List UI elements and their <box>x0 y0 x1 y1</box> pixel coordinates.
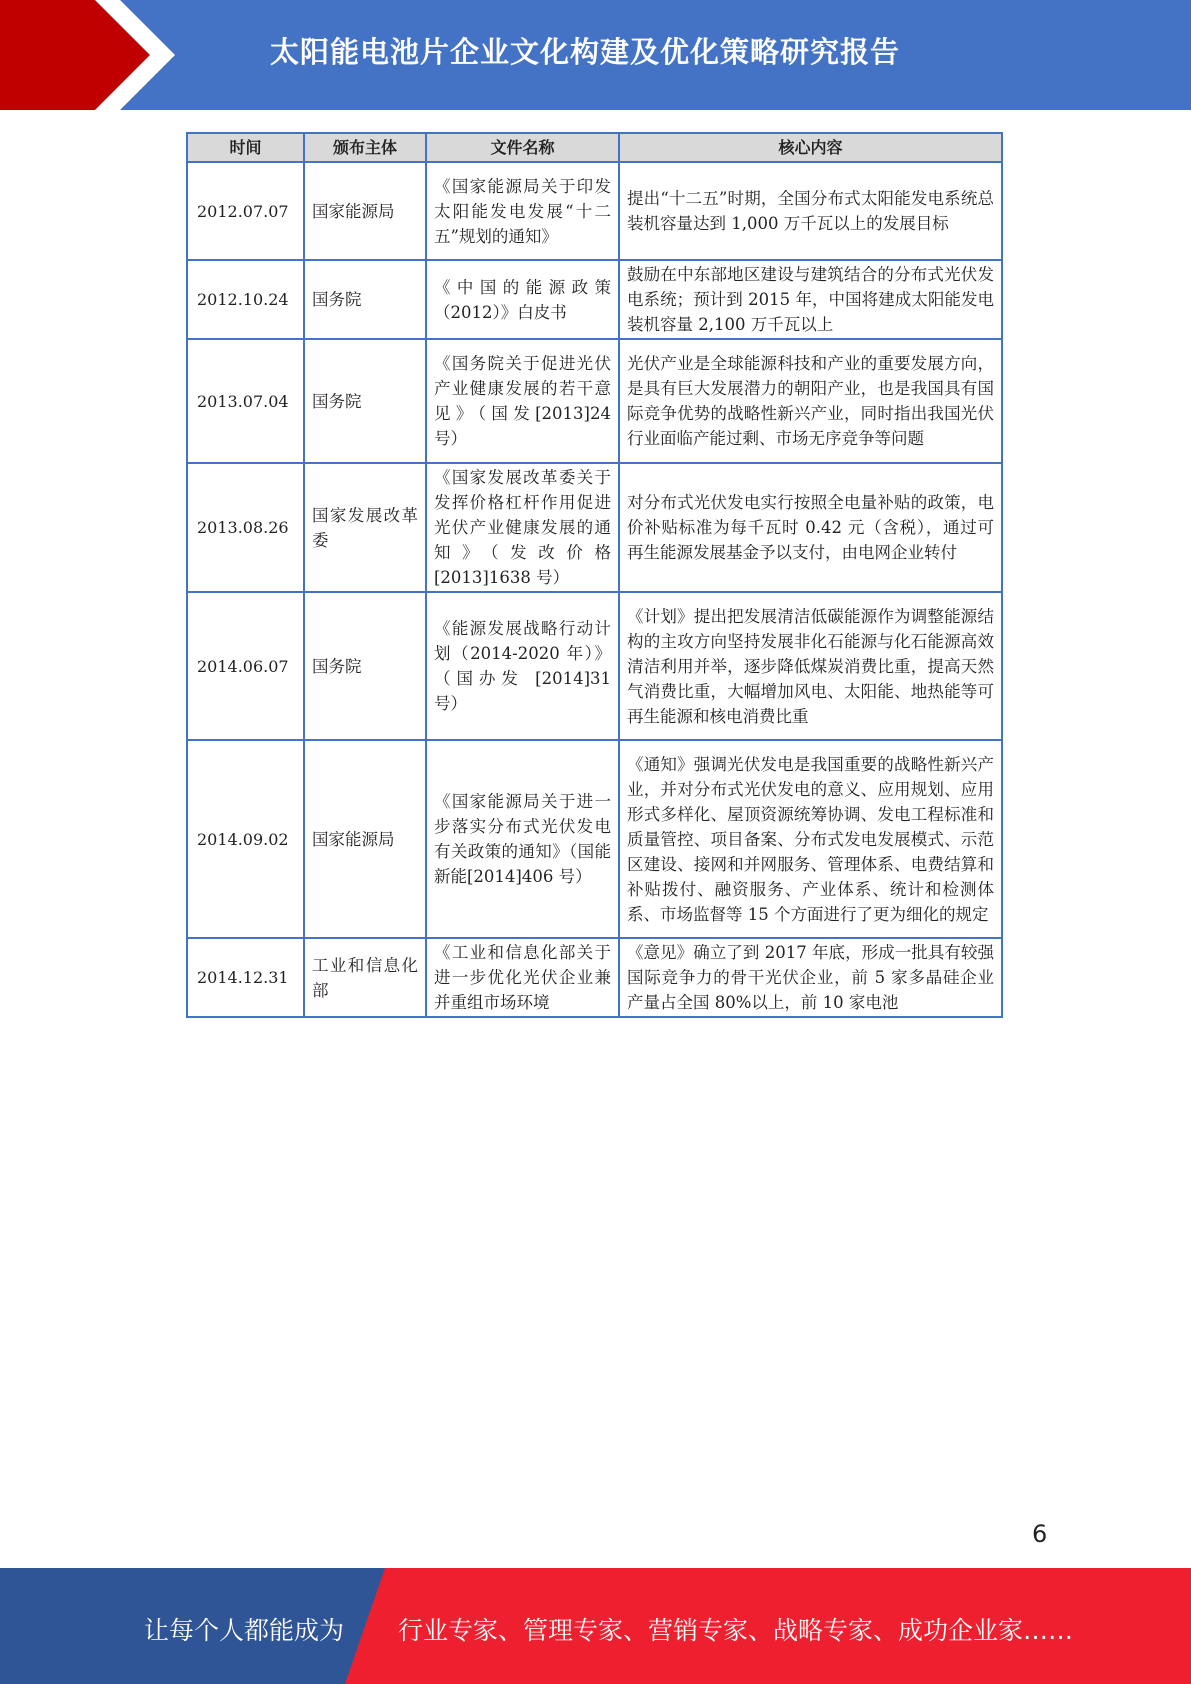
row-date: 2014.06.07 <box>187 592 304 740</box>
row-date: 2012.10.24 <box>187 260 304 339</box>
page-number: 6 <box>1032 1520 1048 1548</box>
row-date: 2014.12.31 <box>187 938 304 1017</box>
row-issuer: 国家发展改革委 <box>304 463 426 592</box>
policy-table <box>186 132 1003 1018</box>
table-row <box>187 938 1002 1017</box>
row-content: 提出“十二五”时期，全国分布式太阳能发电系统总装机容量达到 1,000 万千瓦以上的发展目标 <box>619 162 1002 260</box>
row-document: 《中国的能源政策（2012）》白皮书 <box>426 260 619 339</box>
row-date: 2014.09.02 <box>187 740 304 938</box>
row-date: 2012.07.07 <box>187 162 304 260</box>
footer-slogan-left: 让每个人都能成为 <box>144 1616 345 1645</box>
column-header-issuer: 颁布主体 <box>304 133 426 162</box>
column-header-content: 核心内容 <box>619 133 1002 162</box>
row-issuer: 国家能源局 <box>304 740 426 938</box>
row-issuer: 国家能源局 <box>304 162 426 260</box>
row-date: 2013.08.26 <box>187 463 304 592</box>
header-chevron-decoration <box>0 0 200 110</box>
row-issuer: 国务院 <box>304 260 426 339</box>
table-row <box>187 162 1002 260</box>
table-row <box>187 463 1002 592</box>
row-date: 2013.07.04 <box>187 339 304 463</box>
page-footer <box>0 1568 1191 1684</box>
row-content: 对分布式光伏发电实行按照全电量补贴的政策，电价补贴标准为每千瓦时 0.42 元（含税），通过可再生能源发展基金予以支付，由电网企业转付 <box>619 463 1002 592</box>
table-row <box>187 592 1002 740</box>
row-document: 《国家能源局关于进一步落实分布式光伏发电有关政策的通知》（国能新能[2014]406 号） <box>426 740 619 938</box>
table-row <box>187 339 1002 463</box>
footer-slogan-right: 行业专家、管理专家、营销专家、战略专家、成功企业家…… <box>398 1616 1074 1645</box>
row-content: 《通知》强调光伏发电是我国重要的战略性新兴产业，并对分布式光伏发电的意义、应用规划、应用形式多样化、屋顶资源统筹协调、发电工程标准和质量管控、项目备案、分布式发电发展模式、示范区建设、接网和并网服务、管理体系、电费结算和补贴拨付、融资服务、产业体系、统计和检测体系、市场监督等 15 个方面进行了更为细化的规定 <box>619 740 1002 938</box>
report-title: 太阳能电池片企业文化构建及优化策略研究报告 <box>270 35 901 69</box>
row-content: 光伏产业是全球能源科技和产业的重要发展方向，是具有巨大发展潜力的朝阳产业，也是我国具有国际竞争优势的战略性新兴产业，同时指出我国光伏行业面临产能过剩、市场无序竞争等问题 <box>619 339 1002 463</box>
row-content: 鼓励在中东部地区建设与建筑结合的分布式光伏发电系统；预计到 2015 年，中国将建成太阳能发电装机容量 2,100 万千瓦以上 <box>619 260 1002 339</box>
row-content: 《计划》提出把发展清洁低碳能源作为调整能源结构的主攻方向坚持发展非化石能源与化石能源高效清洁利用并举，逐步降低煤炭消费比重，提高天然气消费比重，大幅增加风电、太阳能、地热能等可再生能源和核电消费比重 <box>619 592 1002 740</box>
row-document: 《工业和信息化部关于进一步优化光伏企业兼并重组市场环境 <box>426 938 619 1017</box>
row-document: 《能源发展战略行动计划（2014-2020 年）》（国办发 [2014]31 号） <box>426 592 619 740</box>
row-issuer: 国务院 <box>304 592 426 740</box>
table-header-row <box>187 133 1002 162</box>
table-row <box>187 740 1002 938</box>
row-document: 《国家发展改革委关于发挥价格杠杆作用促进光伏产业健康发展的通知》（发改价格[2013]1638 号） <box>426 463 619 592</box>
table-row <box>187 260 1002 339</box>
page-header <box>0 0 1191 110</box>
row-document: 《国务院关于促进光伏产业健康发展的若干意见》（国发[2013]24 号） <box>426 339 619 463</box>
row-issuer: 国务院 <box>304 339 426 463</box>
row-content: 《意见》确立了到 2017 年底，形成一批具有较强国际竞争力的骨干光伏企业，前 5 家多晶硅企业产量占全国 80%以上，前 10 家电池 <box>619 938 1002 1017</box>
row-issuer: 工业和信息化部 <box>304 938 426 1017</box>
row-document: 《国家能源局关于印发太阳能发电发展“十二五”规划的通知》 <box>426 162 619 260</box>
column-header-document: 文件名称 <box>426 133 619 162</box>
column-header-date: 时间 <box>187 133 304 162</box>
